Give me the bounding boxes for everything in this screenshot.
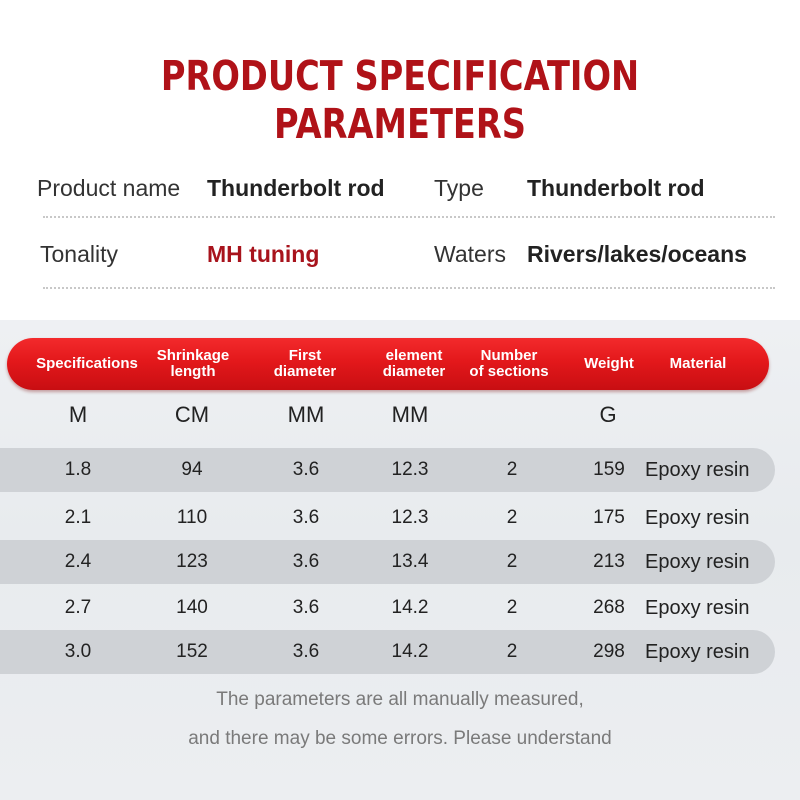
cell-material: Epoxy resin	[645, 459, 750, 481]
cell-weight: 268	[593, 597, 625, 618]
cell-first-diameter: 3.6	[292, 459, 320, 480]
waters-value: Rivers/lakes/oceans	[527, 241, 747, 267]
cell-spec: 2.4	[64, 551, 92, 572]
cell-element-diameter: 12.3	[391, 507, 429, 528]
type-label: Type	[434, 175, 484, 201]
cell-sections: 2	[506, 551, 518, 572]
table-row	[0, 586, 800, 630]
cell-length: 123	[176, 551, 208, 572]
cell-spec: 2.7	[64, 597, 92, 618]
product-name-label: Product name	[37, 175, 181, 201]
cell-weight: 159	[593, 459, 625, 480]
cell-spec: 1.8	[64, 459, 92, 480]
unit-g: G	[599, 402, 617, 427]
table-header-bar	[7, 338, 769, 390]
cell-element-diameter: 14.2	[391, 641, 429, 662]
type-value: Thunderbolt rod	[527, 175, 705, 201]
cell-weight: 213	[593, 551, 625, 572]
cell-element-diameter: 12.3	[391, 459, 429, 480]
cell-weight: 298	[593, 641, 625, 662]
cell-sections: 2	[506, 507, 518, 528]
table-row	[0, 540, 800, 584]
header-weight: Weight	[584, 355, 634, 372]
units-row	[0, 402, 800, 436]
table-row	[0, 496, 800, 540]
divider	[43, 287, 775, 289]
tonality-label: Tonality	[40, 241, 118, 267]
cell-first-diameter: 3.6	[292, 507, 320, 528]
cell-length: 152	[176, 641, 208, 662]
footnote-line-1: The parameters are all manually measured,	[216, 689, 584, 710]
unit-cm: CM	[174, 402, 210, 427]
unit-m: M	[68, 402, 88, 427]
footnote-line-2: and there may be some errors. Please understand	[188, 728, 612, 749]
cell-spec: 3.0	[64, 641, 92, 662]
divider	[43, 216, 775, 218]
table-row	[0, 630, 800, 674]
header-specifications: Specifications	[36, 355, 138, 372]
cell-length: 110	[176, 507, 208, 528]
table-row	[0, 448, 800, 492]
cell-element-diameter: 14.2	[391, 597, 429, 618]
cell-material: Epoxy resin	[645, 641, 750, 663]
cell-first-diameter: 3.6	[292, 551, 320, 572]
unit-mm: MM	[287, 402, 325, 427]
cell-element-diameter: 13.4	[391, 551, 429, 572]
header-shrinkage-length: Shrinkage length	[156, 347, 230, 380]
cell-first-diameter: 3.6	[292, 641, 320, 662]
cell-sections: 2	[506, 459, 518, 480]
cell-sections: 2	[506, 597, 518, 618]
cell-material: Epoxy resin	[645, 551, 750, 573]
waters-label: Waters	[434, 241, 506, 267]
cell-material: Epoxy resin	[645, 507, 750, 529]
info-row-tonality	[0, 239, 800, 289]
cell-spec: 2.1	[64, 507, 92, 528]
header-first-diameter: First diameter	[273, 347, 337, 380]
header-element-diameter: element diameter	[382, 347, 446, 380]
cell-length: 140	[176, 597, 208, 618]
cell-sections: 2	[506, 641, 518, 662]
product-name-value: Thunderbolt rod	[207, 175, 385, 201]
header-number-of-sections: Number of sections	[469, 347, 549, 380]
tonality-value: MH tuning	[207, 241, 320, 267]
cell-first-diameter: 3.6	[292, 597, 320, 618]
unit-mm: MM	[391, 402, 429, 427]
cell-material: Epoxy resin	[645, 597, 750, 619]
page-title: PRODUCT SPECIFICATION PARAMETERS	[160, 52, 640, 148]
cell-length: 94	[181, 459, 203, 480]
cell-weight: 175	[593, 507, 625, 528]
header-material: Material	[669, 355, 727, 372]
